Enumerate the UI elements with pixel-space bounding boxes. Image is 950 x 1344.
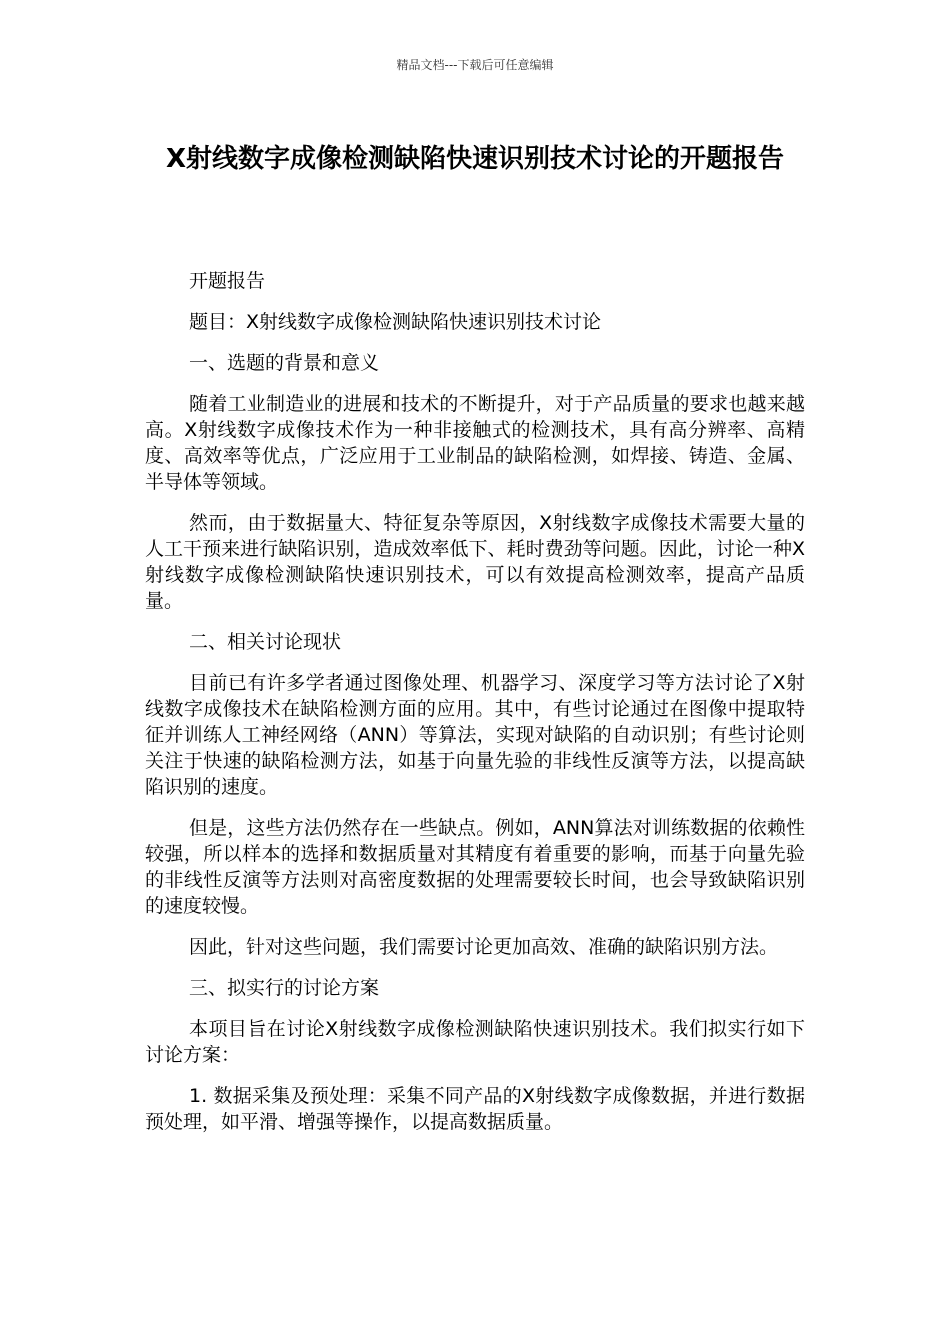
header-watermark: 精品文档---下载后可任意编辑	[396, 58, 554, 72]
heading-background: 一、选题的背景和意义	[189, 352, 380, 374]
document-title: X射线数字成像检测缺陷快速识别技术讨论的开题报告	[165, 144, 785, 174]
paragraph-background-2: 然而，由于数据量大、特征复杂等原因，X射线数字成像技术需要大量的人工干预来进行缺陷识别，造成效率低下、耗时费劲等问题。因此，讨论一种X射线数字成像检测缺陷快速识别技术，可以有效提高检测效率，提高产品质量。	[145, 512, 805, 612]
paragraph-plan-intro: 本项目旨在讨论X射线数字成像检测缺陷快速识别技术。我们拟实行如下讨论方案：	[145, 1018, 805, 1066]
document-body	[145, 268, 805, 1150]
heading-plan: 三、拟实行的讨论方案	[189, 977, 380, 999]
paragraph-background-1: 随着工业制造业的进展和技术的不断提升，对于产品质量的要求也越来越高。X射线数字成像技术作为一种非接触式的检测技术，具有高分辨率、高精度、高效率等优点，广泛应用于工业制品的缺陷检测，如焊接、铸造、金属、半导体等领域。	[145, 393, 805, 493]
paragraph-report-label: 开题报告	[189, 270, 266, 292]
paragraph-status-3: 因此，针对这些问题，我们需要讨论更加高效、准确的缺陷识别方法。	[189, 936, 779, 958]
paragraph-plan-step-1: 1. 数据采集及预处理：采集不同产品的X射线数字成像数据，并进行数据预处理，如平滑、增强等操作，以提高数据质量。	[145, 1085, 805, 1133]
paragraph-status-2: 但是，这些方法仍然存在一些缺点。例如，ANN算法对训练数据的依赖性较强，所以样本的选择和数据质量对其精度有着重要的影响，而基于向量先验的非线性反演等方法则对高密度数据的处理需要较长时间，也会导致缺陷识别的速度较慢。	[145, 817, 805, 917]
paragraph-topic: 题目：X射线数字成像检测缺陷快速识别技术讨论	[189, 311, 602, 333]
heading-research-status: 二、相关讨论现状	[189, 631, 342, 653]
paragraph-status-1: 目前已有许多学者通过图像处理、机器学习、深度学习等方法讨论了X射线数字成像技术在缺陷检测方面的应用。其中，有些讨论通过在图像中提取特征并训练人工神经网络（ANN）等算法，实现对缺陷的自动识别；有些讨论则关注于快速的缺陷检测方法，如基于向量先验的非线性反演等方法，以提高缺陷识别的速度。	[145, 672, 805, 798]
